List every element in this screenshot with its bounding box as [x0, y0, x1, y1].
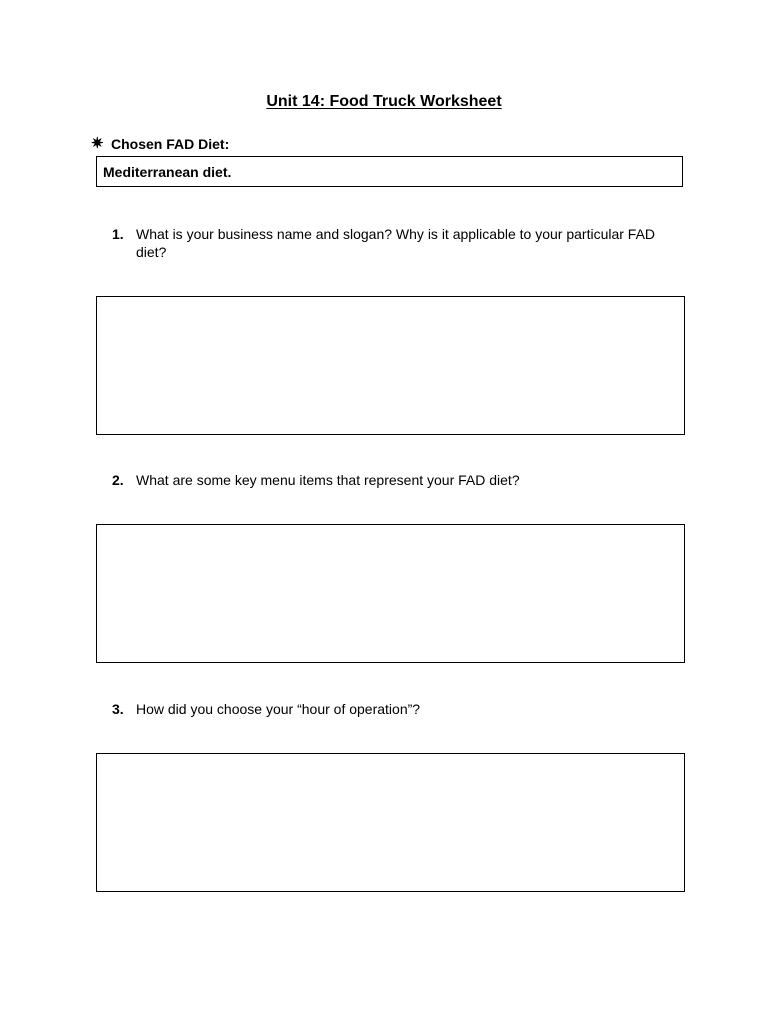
answer-box-3[interactable]: [96, 753, 685, 892]
question-text: How did you choose your “hour of operation”?: [136, 701, 421, 717]
star-burst-icon: ✷: [91, 135, 104, 152]
question-number: 1.: [112, 226, 124, 242]
page-title: Unit 14: Food Truck Worksheet: [266, 93, 502, 110]
chosen-diet-label: Chosen FAD Diet:: [111, 136, 230, 152]
chosen-diet-label-row: [91, 136, 229, 152]
question-3: [112, 700, 672, 718]
chosen-diet-value: Mediterranean diet.: [103, 164, 232, 180]
question-number: 2.: [112, 472, 124, 488]
question-text: What are some key menu items that represent your FAD diet?: [136, 472, 520, 488]
question-1: [112, 225, 672, 261]
question-2: [112, 471, 672, 489]
answer-box-2[interactable]: [96, 524, 685, 663]
chosen-diet-field[interactable]: [96, 156, 683, 187]
answer-box-1[interactable]: [96, 296, 685, 435]
question-number: 3.: [112, 701, 124, 717]
question-text: What is your business name and slogan? Why is it applicable to your particular FAD diet?: [136, 226, 656, 260]
